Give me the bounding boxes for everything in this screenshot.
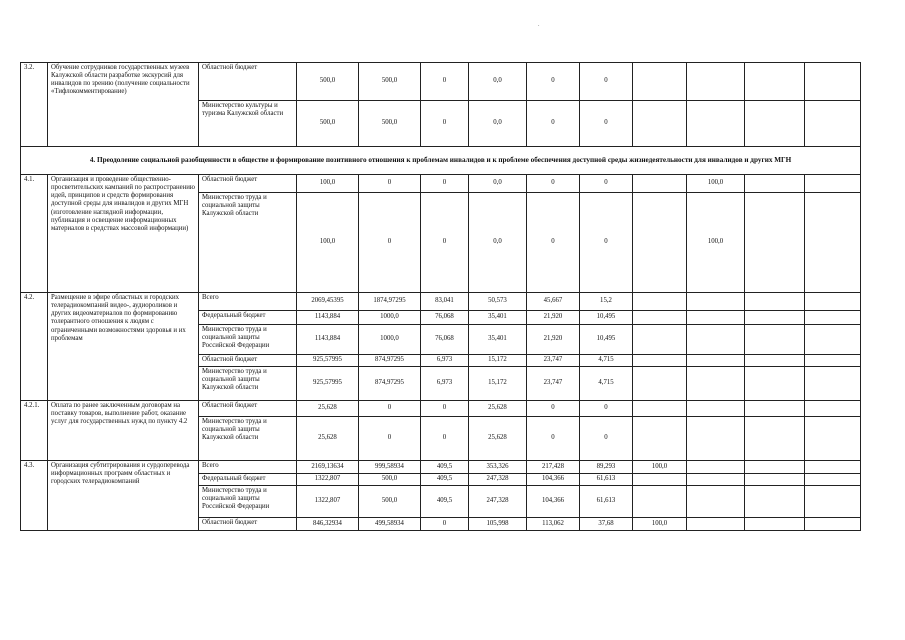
amount-cell [687, 461, 745, 474]
amount-cell: 500,0 [297, 63, 359, 101]
amount-cell: 500,0 [359, 486, 421, 518]
amount-cell: 6,973 [421, 355, 469, 367]
amount-cell [745, 63, 805, 101]
amount-cell [745, 518, 805, 531]
amount-cell: 25,628 [297, 401, 359, 417]
amount-cell: 0 [580, 101, 633, 147]
amount-cell: 6,973 [421, 367, 469, 401]
funding-source: Всего [199, 293, 297, 311]
amount-cell: 4,715 [580, 367, 633, 401]
section-title: 4. Преодоление социальной разобщенности в обществе и формирование позитивного отношения к проблемам инвалидов и к проблеме обеспечения доступной среды жизнедеятельности для инвалидов и других МГН [21, 147, 861, 175]
amount-cell: 500,0 [359, 474, 421, 486]
item-name: Размещение в эфире областных и городских телерадиокомпаний видео-, аудиороликов и других видеоматериалов по формированию толерантного отношения к людям с ограниченными возможностями здоровья и их проблемам [48, 293, 199, 401]
amount-cell: 217,428 [527, 461, 580, 474]
amount-cell [633, 355, 687, 367]
amount-cell [745, 401, 805, 417]
amount-cell: 0 [421, 63, 469, 101]
amount-cell: 4,715 [580, 355, 633, 367]
amount-cell: 500,0 [359, 101, 421, 147]
funding-source: Областной бюджет [199, 355, 297, 367]
amount-cell [745, 474, 805, 486]
amount-cell [687, 101, 745, 147]
amount-cell: 874,97295 [359, 367, 421, 401]
item-number: 4.3. [21, 461, 48, 531]
amount-cell: 0 [421, 401, 469, 417]
amount-cell: 0 [359, 417, 421, 461]
amount-cell: 0 [580, 175, 633, 193]
amount-cell: 100,0 [297, 193, 359, 293]
funding-source: Федеральный бюджет [199, 474, 297, 486]
amount-cell [633, 293, 687, 311]
amount-cell: 100,0 [297, 175, 359, 193]
amount-cell: 0,0 [469, 101, 527, 147]
amount-cell: 76,068 [421, 311, 469, 325]
amount-cell: 1874,97295 [359, 293, 421, 311]
amount-cell: 45,667 [527, 293, 580, 311]
amount-cell [745, 193, 805, 293]
amount-cell [687, 325, 745, 355]
item-number: 4.2.1. [21, 401, 48, 461]
amount-cell: 500,0 [359, 63, 421, 101]
amount-cell: 247,328 [469, 474, 527, 486]
funding-source: Федеральный бюджет [199, 311, 297, 325]
funding-source: Областной бюджет [199, 401, 297, 417]
empty-cell [805, 401, 861, 417]
amount-cell [633, 101, 687, 147]
amount-cell [745, 311, 805, 325]
amount-cell: 35,401 [469, 325, 527, 355]
amount-cell: 0 [580, 417, 633, 461]
amount-cell: 1000,0 [359, 311, 421, 325]
amount-cell [687, 367, 745, 401]
amount-cell [745, 417, 805, 461]
amount-cell: 409,5 [421, 461, 469, 474]
empty-cell [805, 518, 861, 531]
item-name: Оплата по ранее заключенным договорам на поставку товаров, выполнение работ, оказание услуг для государственных нужд по пункту 4.2 [48, 401, 199, 461]
amount-cell: 23,747 [527, 355, 580, 367]
amount-cell [633, 474, 687, 486]
item-number: 3.2. [21, 63, 48, 147]
amount-cell [745, 293, 805, 311]
empty-cell [805, 417, 861, 461]
amount-cell: 0,0 [469, 175, 527, 193]
empty-cell [805, 175, 861, 193]
amount-cell: 104,366 [527, 486, 580, 518]
amount-cell [633, 175, 687, 193]
amount-cell [687, 474, 745, 486]
amount-cell: 0,0 [469, 63, 527, 101]
amount-cell: 61,613 [580, 486, 633, 518]
funding-source: Министерство труда и социальной защиты Российской Федерации [199, 486, 297, 518]
amount-cell: 499,58934 [359, 518, 421, 531]
empty-cell [805, 474, 861, 486]
funding-source: Министерство труда и социальной защиты Российской Федерации [199, 325, 297, 355]
amount-cell: 874,97295 [359, 355, 421, 367]
amount-cell: 0 [527, 63, 580, 101]
amount-cell: 21,920 [527, 325, 580, 355]
amount-cell: 0 [580, 401, 633, 417]
amount-cell [633, 486, 687, 518]
funding-source: Областной бюджет [199, 63, 297, 101]
amount-cell: 61,613 [580, 474, 633, 486]
amount-cell: 83,041 [421, 293, 469, 311]
amount-cell: 1322,807 [297, 474, 359, 486]
item-name: Обучение сотрудников государственных музеев Калужской области разработке экскурсий для инвалидов по зрению (получение социальности «Тифлокомментирование) [48, 63, 199, 147]
amount-cell: 76,068 [421, 325, 469, 355]
item-number: 4.2. [21, 293, 48, 401]
amount-cell: 0 [359, 401, 421, 417]
amount-cell: 100,0 [633, 518, 687, 531]
table-row [21, 401, 861, 417]
amount-cell: 0 [421, 193, 469, 293]
empty-cell [805, 101, 861, 147]
empty-cell [805, 311, 861, 325]
funding-source: Министерство труда и социальной защиты Калужской области [199, 417, 297, 461]
budget-table [20, 62, 861, 531]
table-row [21, 293, 861, 311]
amount-cell [745, 325, 805, 355]
amount-cell [687, 518, 745, 531]
amount-cell: 0 [359, 193, 421, 293]
amount-cell: 0 [527, 175, 580, 193]
amount-cell [633, 63, 687, 101]
amount-cell: 409,5 [421, 486, 469, 518]
amount-cell: 25,628 [469, 401, 527, 417]
amount-cell: 10,495 [580, 311, 633, 325]
empty-cell [805, 486, 861, 518]
amount-cell: 100,0 [687, 193, 745, 293]
item-name: Организация и проведение общественно-просветительских кампаний по распространению идей, принципов и средств формирования доступной среды для инвалидов и других МГН (изготовление наглядной информации, публикация и освещение информационных материалов в средствах массовой информации) [48, 175, 199, 293]
amount-cell: 15,172 [469, 367, 527, 401]
amount-cell: 89,293 [580, 461, 633, 474]
amount-cell [633, 401, 687, 417]
amount-cell: 0,0 [469, 193, 527, 293]
amount-cell: 25,628 [469, 417, 527, 461]
funding-source: Областной бюджет [199, 518, 297, 531]
table-row [21, 175, 861, 193]
amount-cell: 0 [527, 401, 580, 417]
amount-cell [745, 486, 805, 518]
empty-cell [805, 193, 861, 293]
funding-source: Министерство культуры и туризма Калужской области [199, 101, 297, 147]
amount-cell: 0 [359, 175, 421, 193]
amount-cell: 353,326 [469, 461, 527, 474]
amount-cell [687, 417, 745, 461]
amount-cell: 100,0 [687, 175, 745, 193]
amount-cell: 2069,45395 [297, 293, 359, 311]
empty-cell [805, 367, 861, 401]
amount-cell: 500,0 [297, 101, 359, 147]
empty-cell [805, 63, 861, 101]
amount-cell [633, 367, 687, 401]
amount-cell: 247,328 [469, 486, 527, 518]
amount-cell: 925,57995 [297, 355, 359, 367]
amount-cell: 21,920 [527, 311, 580, 325]
amount-cell [687, 311, 745, 325]
amount-cell: 1143,884 [297, 311, 359, 325]
amount-cell: 0 [421, 518, 469, 531]
funding-source: Министерство труда и социальной защиты Калужской области [199, 193, 297, 293]
amount-cell [687, 355, 745, 367]
amount-cell: 846,32934 [297, 518, 359, 531]
amount-cell [687, 293, 745, 311]
amount-cell: 0 [527, 193, 580, 293]
amount-cell: 23,747 [527, 367, 580, 401]
page-mark: . [538, 22, 540, 28]
amount-cell [633, 325, 687, 355]
amount-cell: 37,68 [580, 518, 633, 531]
amount-cell: 409,5 [421, 474, 469, 486]
amount-cell [633, 311, 687, 325]
amount-cell: 2169,13634 [297, 461, 359, 474]
amount-cell: 999,58934 [359, 461, 421, 474]
item-number: 4.1. [21, 175, 48, 293]
amount-cell: 1322,807 [297, 486, 359, 518]
amount-cell [745, 355, 805, 367]
amount-cell [745, 175, 805, 193]
table-row [21, 461, 861, 474]
amount-cell: 0 [527, 101, 580, 147]
amount-cell: 50,573 [469, 293, 527, 311]
amount-cell [633, 417, 687, 461]
empty-cell [805, 461, 861, 474]
amount-cell: 0 [421, 417, 469, 461]
funding-source: Областной бюджет [199, 175, 297, 193]
table-row [21, 63, 861, 101]
amount-cell: 0 [527, 417, 580, 461]
amount-cell: 0 [580, 63, 633, 101]
funding-source: Всего [199, 461, 297, 474]
empty-cell [805, 293, 861, 311]
amount-cell: 113,062 [527, 518, 580, 531]
item-name: Организация субтитрирования и сурдоперевода информационных программ областных и городских телерадиокомпаний [48, 461, 199, 531]
amount-cell [633, 193, 687, 293]
amount-cell: 100,0 [633, 461, 687, 474]
amount-cell: 1000,0 [359, 325, 421, 355]
section-row [21, 147, 861, 175]
amount-cell: 15,172 [469, 355, 527, 367]
amount-cell [745, 101, 805, 147]
amount-cell: 25,628 [297, 417, 359, 461]
amount-cell: 0 [421, 175, 469, 193]
amount-cell: 10,495 [580, 325, 633, 355]
amount-cell [745, 461, 805, 474]
amount-cell: 0 [580, 193, 633, 293]
funding-source: Министерство труда и социальной защиты Калужской области [199, 367, 297, 401]
amount-cell: 1143,884 [297, 325, 359, 355]
amount-cell [687, 63, 745, 101]
amount-cell [745, 367, 805, 401]
amount-cell [687, 401, 745, 417]
amount-cell: 925,57995 [297, 367, 359, 401]
amount-cell: 35,401 [469, 311, 527, 325]
empty-cell [805, 355, 861, 367]
amount-cell: 105,998 [469, 518, 527, 531]
amount-cell: 15,2 [580, 293, 633, 311]
amount-cell: 0 [421, 101, 469, 147]
amount-cell [687, 486, 745, 518]
amount-cell: 104,366 [527, 474, 580, 486]
empty-cell [805, 325, 861, 355]
